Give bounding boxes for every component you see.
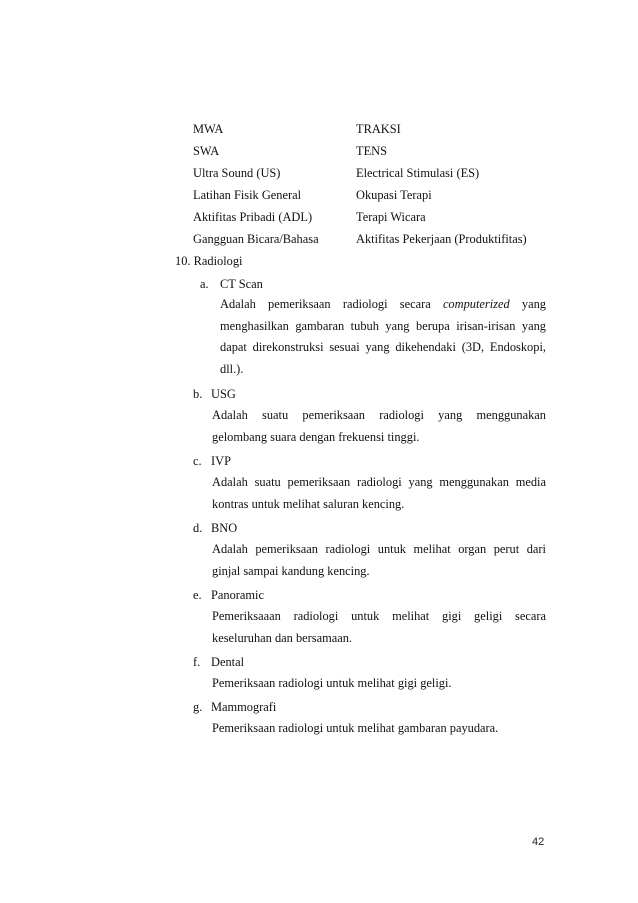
item-marker: a. [200,277,209,291]
section-number: 10. [175,254,191,268]
item-b-heading [193,386,236,402]
paragraph-line: Adalah suatu pemeriksaan radiologi yang menggunakan [212,408,546,422]
page-number: 42 [532,836,545,848]
item-g-heading [193,699,276,715]
item-e-heading [193,587,264,603]
paragraph-line: Adalah suatu pemeriksaan radiologi yang menggunakan media [212,475,546,489]
item-g-description [212,718,546,740]
item-a-description [220,294,546,380]
item-marker: e. [193,588,202,602]
paragraph-line: ginjal sampai kandung kencing. [212,563,370,578]
paragraph-line: dll.). [220,361,244,376]
item-d-description [212,539,546,582]
paragraph-line: Pemeriksaan radiologi untuk melihat gigi geligi. [212,676,452,690]
therapy-right-item: TRAKSI [356,122,401,136]
item-e-description [212,606,546,649]
therapy-left-item: MWA [193,122,224,136]
therapy-right-item: Electrical Stimulasi (ES) [356,166,480,180]
therapy-right-item: TENS [356,144,387,158]
item-f-heading [193,654,244,670]
item-marker: d. [193,521,203,535]
therapy-right-item: Okupasi Terapi [356,188,432,202]
therapy-left-item: SWA [193,144,220,158]
paragraph-line: menghasilkan gambaran tubuh yang berupa irisan-irisan yang [220,318,546,333]
item-marker: b. [193,387,203,401]
item-marker: g. [193,700,203,714]
section-title: Radiologi [193,254,243,268]
item-c-description [212,472,546,515]
paragraph-line: dapat direkonstruksi sesuai yang dikehendaki (3D, Endoskopi, [220,340,546,355]
therapy-left-item: Latihan Fisik General [193,188,302,202]
paragraph-line: kontras untuk melihat saluran kencing. [212,496,405,511]
paragraph-line: Adalah pemeriksaan radiologi untuk melihat organ perut dari [212,542,546,556]
item-title: BNO [211,521,238,535]
item-marker: f. [193,655,201,669]
paragraph-line: keseluruhan dan bersamaan. [212,630,353,645]
item-d-heading [193,520,237,536]
therapy-right-item: Terapi Wicara [356,210,426,224]
therapy-right-item: Aktifitas Pekerjaan (Produktifitas) [356,232,527,246]
item-title: Panoramic [211,588,264,602]
item-b-description [212,405,546,448]
paragraph-line: Pemeriksaaan radiologi untuk melihat gigi geligi secara [212,609,546,623]
item-title: USG [211,387,236,401]
therapy-left-item: Aktifitas Pribadi (ADL) [193,210,313,224]
item-marker: c. [193,454,202,468]
item-c-heading [193,453,231,469]
section-heading [175,253,242,269]
therapy-left-item: Gangguan Bicara/Bahasa [193,232,319,246]
item-f-description [212,673,546,695]
paragraph-line: Adalah pemeriksaan radiologi secara computerized yang [220,297,547,311]
paragraph-line: gelombang suara dengan frekuensi tinggi. [212,429,420,444]
therapy-left-item: Ultra Sound (US) [193,166,281,180]
item-title: IVP [211,454,231,468]
paragraph-line: Pemeriksaan radiologi untuk melihat gambaran payudara. [212,721,499,735]
item-title: Dental [211,655,245,669]
italic-term: computerized [442,297,510,311]
item-a-heading [200,276,263,292]
item-title: CT Scan [220,277,263,291]
item-title: Mammografi [211,700,277,714]
